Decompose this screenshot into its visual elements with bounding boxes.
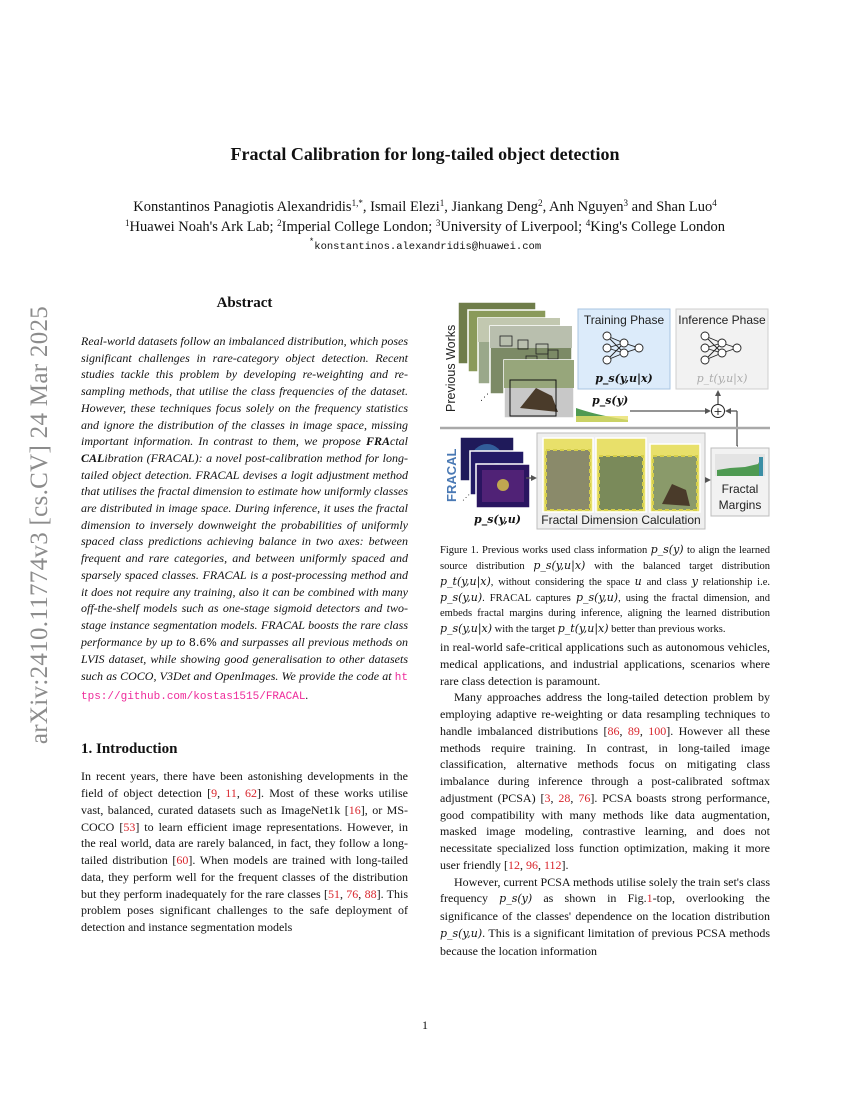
author-affiliation-mark: 2 bbox=[538, 198, 543, 208]
math-expression: p_s(y,u) bbox=[440, 926, 483, 940]
author-name: Jiankang Deng bbox=[451, 199, 539, 215]
math-expression: p_s(y,u|x) bbox=[440, 622, 493, 635]
author-name: Shan Luo bbox=[656, 199, 713, 215]
citation-link[interactable]: 112 bbox=[543, 857, 562, 872]
math-expression: p_s(y,u|x) bbox=[533, 559, 586, 572]
paper-title: Fractal Calibration for long-tailed object detection bbox=[230, 144, 620, 164]
math-expression: p_s(y) bbox=[499, 892, 533, 906]
author-separator: , bbox=[542, 199, 550, 215]
plus-circle-icon bbox=[712, 405, 725, 419]
fractal-margins-box bbox=[711, 448, 769, 516]
right-paragraph-limitation bbox=[440, 874, 770, 960]
text-run: , bbox=[639, 723, 649, 738]
fracal-label: FRACAL bbox=[444, 448, 459, 502]
intro-paragraph bbox=[81, 768, 408, 936]
text-run: , bbox=[537, 857, 544, 872]
text-run: to align the learned source distribution bbox=[440, 545, 771, 572]
figure-1 bbox=[440, 300, 770, 530]
text-run: . FRACAL captures bbox=[482, 593, 576, 604]
citation-link[interactable]: 28 bbox=[558, 790, 571, 805]
text-run: ]. However all these methods require training. In contrast, in long-tailed image classification, alternative methods focus on mitigating class imbalance during inference through a post-calibrated softmax adjustment (PCSA) [ bbox=[440, 723, 771, 805]
math-expression: p_t(y,u|x) bbox=[440, 575, 491, 588]
corresponding-email bbox=[0, 237, 850, 253]
inference-phase-label: Inference Phase bbox=[678, 313, 766, 327]
math-expression: p_s(y) bbox=[650, 543, 684, 556]
affiliation-mark: 1 bbox=[125, 218, 130, 228]
text-run: In recent years, there have been astonishing developments in the field of object detection [ bbox=[81, 769, 408, 801]
text-run: ]. This problem poses significant challenges to the safe deployment of detection and instance segmentation models bbox=[81, 886, 409, 935]
citation-link[interactable]: 53 bbox=[123, 819, 136, 834]
affiliation-mark: 2 bbox=[277, 218, 282, 228]
text-run: ]. bbox=[561, 857, 569, 872]
email-mark: * bbox=[308, 237, 315, 247]
fractal-dimension-box bbox=[537, 433, 705, 529]
math-expression: p_t(y,u|x) bbox=[557, 622, 609, 635]
affiliation-separator: ; bbox=[269, 219, 278, 235]
citation-link[interactable]: 76 bbox=[346, 886, 359, 901]
text-run: , bbox=[519, 857, 526, 872]
citation-link[interactable]: 88 bbox=[364, 886, 377, 901]
author-affiliation-mark: 4 bbox=[712, 198, 717, 208]
arxiv-stamp-text: arXiv:2410.11774v3 [cs.CV] 24 Mar 2025 bbox=[26, 305, 54, 745]
text-run: Many approaches address the long-tailed detection problem by employing adaptive re-weighting or data resampling techniques to handle imbalanced distributions [ bbox=[440, 690, 770, 738]
affiliation-separator: ; bbox=[578, 219, 586, 235]
ps-y-label: p_s(y) bbox=[592, 394, 629, 407]
text-run: , bbox=[217, 786, 226, 801]
citation-link[interactable]: 89 bbox=[627, 723, 640, 738]
text-run: as shown in Fig. bbox=[532, 891, 647, 906]
text-run: ]. PCSA boasts strong performance, good compatibility with many methods like data augmentation, masked image modeling, contrastive learning, and does not necessitate specialized loss function optimization, making it more user friendly [ bbox=[440, 790, 770, 872]
text-run: , bbox=[570, 790, 579, 805]
author-affiliation-mark: 1 bbox=[439, 198, 445, 208]
text-run: , bbox=[236, 786, 246, 801]
right-column bbox=[440, 300, 770, 959]
affiliation-name: Imperial College London bbox=[281, 219, 429, 235]
inference-phase-box bbox=[676, 309, 768, 389]
text-run: in real-world safe-critical applications such as autonomous vehicles, medical applications, and industrial applications, scenarios where rare class detection is paramount. bbox=[440, 640, 770, 688]
affiliation-mark: 4 bbox=[585, 218, 591, 228]
previous-works-label: Previous Works bbox=[444, 324, 458, 412]
fractal-margins-label-line2: Margins bbox=[718, 498, 762, 512]
pt-yux-label: p_t(y,u|x) bbox=[696, 372, 748, 385]
author-affiliation-mark: 1,* bbox=[351, 198, 363, 208]
text-run: and class bbox=[641, 577, 692, 588]
math-expression: p_s(y,u) bbox=[440, 591, 483, 604]
text-run: with the target bbox=[492, 624, 558, 635]
text-run: , bbox=[550, 790, 559, 805]
figure-1-diagram bbox=[440, 300, 770, 530]
figure-1-caption bbox=[440, 542, 770, 637]
fractal-dimension-label: Fractal Dimension Calculation bbox=[541, 513, 701, 527]
text-run: with the balanced target distribution bbox=[585, 561, 771, 572]
citation-link[interactable]: 76 bbox=[578, 790, 591, 805]
author-separator: , bbox=[362, 199, 371, 215]
training-phase-box bbox=[578, 309, 670, 389]
affiliation-name: Huawei Noah's Ark Lab bbox=[129, 219, 270, 235]
text-run: ]. Most of these works utilise vast, balanced, curated datasets such as ImageNet1k [ bbox=[81, 786, 408, 817]
right-paragraph-continuation bbox=[440, 639, 770, 689]
author-list bbox=[0, 199, 850, 216]
abstract-body: Real-world datasets follow an imbalanced distribution, which poses significant challenges in rare-category object detection. Recent studies tackle this problem by developing re-weighting and re-sampling methods, that utilise the class frequencies of the dataset. However, these techniques focus solely on the frequency statistics and ignore the distribution of the classes in image space, missing important information. In contrast to them, we propose FRActal CALibration (FRACAL): a novel post-calibration method for long-tailed object detection. FRACAL devises a logit adjustment method that utilises the fractal dimension to estimate how uniformly classes are distributed in image space. During inference, it uses the fractal dimension to inversely downweight the probabilities of uniformly spaced class predictions achieving balance in two axes: between frequent and rare categories, and between uniformly spaced and sparsely spaced classes. FRACAL is a post-processing method and it does not require any training, also it can be combined with many off-the-shelf models such as one-stage sigmoid detectors and two-stage instance segmentation models. FRACAL boosts the rare class performance by up to 8.6% and surpasses all previous methods on LVIS dataset, while showing good generalisation to other datasets such as COCO, V3Det and OpenImages. We provide the code at https://github.com/kostas1515/FRACAL. bbox=[81, 334, 408, 703]
affiliation-separator: ; bbox=[428, 219, 436, 235]
author-name: Ismail Elezi bbox=[370, 199, 440, 215]
math-expression: y bbox=[691, 575, 698, 588]
text-run: ]. When models are trained with long-tailed data, they perform well for the frequent classes of the distribution but they perform inadequately for the rare classes [ bbox=[81, 853, 408, 901]
citation-link[interactable]: 9 bbox=[211, 786, 218, 801]
location-heatmaps bbox=[460, 437, 530, 508]
text-run: However, current PCSA methods utilise solely the train set's class frequency bbox=[440, 874, 770, 906]
math-expression: p_s(y,u) bbox=[575, 591, 619, 604]
section-heading-introduction: 1. Introduction bbox=[81, 741, 178, 758]
right-paragraph-pcsa bbox=[440, 689, 770, 873]
author-separator: and bbox=[628, 199, 657, 215]
author-affiliation-mark: 3 bbox=[623, 198, 629, 208]
citation-link[interactable]: 86 bbox=[607, 723, 620, 738]
ps-yu-label: p_s(y,u) bbox=[474, 513, 521, 526]
citation-link[interactable]: 60 bbox=[176, 853, 189, 868]
fractal-margins-label-line1: Fractal bbox=[721, 482, 759, 496]
arxiv-identifier-stamp bbox=[20, 290, 60, 760]
text-run: , bbox=[358, 886, 365, 901]
left-column bbox=[81, 295, 408, 936]
text-run: , using the fractal dimension, and embeds fractal margins during inference, aligning the learned distribution bbox=[440, 593, 770, 619]
affiliation-mark: 3 bbox=[435, 218, 441, 228]
text-run: Figure 1. Previous works used class information bbox=[440, 545, 651, 556]
previous-works-image-stack bbox=[458, 302, 574, 418]
text-run: relationship i.e. bbox=[697, 577, 770, 588]
plus-sign: + bbox=[713, 405, 723, 418]
citation-link[interactable]: 96 bbox=[525, 857, 538, 872]
text-run: . This is a significant limitation of previous PCSA methods because the location information bbox=[440, 925, 770, 958]
citation-link[interactable]: 11 bbox=[225, 786, 237, 801]
citation-link[interactable]: 51 bbox=[327, 886, 340, 901]
code-link[interactable]: https://github.com/kostas1515/FRACAL bbox=[81, 672, 408, 703]
text-run: , bbox=[339, 886, 347, 901]
svg-text:⋰: ⋰ bbox=[480, 393, 489, 403]
citation-link[interactable]: 62 bbox=[245, 786, 258, 801]
figure-reference-link[interactable]: 1 bbox=[646, 891, 653, 906]
author-name: Konstantinos Panagiotis Alexandridis bbox=[133, 199, 352, 215]
fractal-arrow bbox=[705, 477, 711, 483]
affiliation-name: University of Liverpool bbox=[440, 219, 579, 235]
text-run: better than previous works. bbox=[608, 624, 726, 635]
citation-link[interactable]: 16 bbox=[348, 802, 361, 817]
affiliation-list bbox=[0, 219, 850, 236]
text-run: ], or MS-COCO [ bbox=[81, 802, 408, 834]
author-name: Anh Nguyen bbox=[549, 199, 624, 215]
citation-link[interactable]: 12 bbox=[507, 857, 520, 872]
text-run: ] to learn efficient image representations. However, in the real world, data are rarely balanced, in fact, they follow a long-tailed distribution [ bbox=[81, 819, 408, 868]
ps-yux-label: p_s(y,u|x) bbox=[595, 372, 653, 385]
text-run: , without considering the space bbox=[490, 577, 635, 588]
abstract-heading: Abstract bbox=[216, 295, 273, 311]
citation-link[interactable]: 3 bbox=[544, 790, 551, 805]
text-run: -top, overlooking the significance of the classes' dependence on the location distribution bbox=[440, 891, 770, 923]
svg-text:⋰: ⋰ bbox=[462, 493, 470, 502]
author-separator: , bbox=[444, 199, 452, 215]
citation-link[interactable]: 100 bbox=[648, 723, 667, 738]
math-expression: u bbox=[634, 575, 642, 588]
training-phase-label: Training Phase bbox=[583, 313, 665, 327]
text-run: , bbox=[619, 723, 628, 738]
page-number: 1 bbox=[422, 1018, 428, 1032]
email-address: konstantinos.alexandridis@huawei.com bbox=[314, 241, 542, 253]
affiliation-name: King's College London bbox=[590, 219, 725, 235]
